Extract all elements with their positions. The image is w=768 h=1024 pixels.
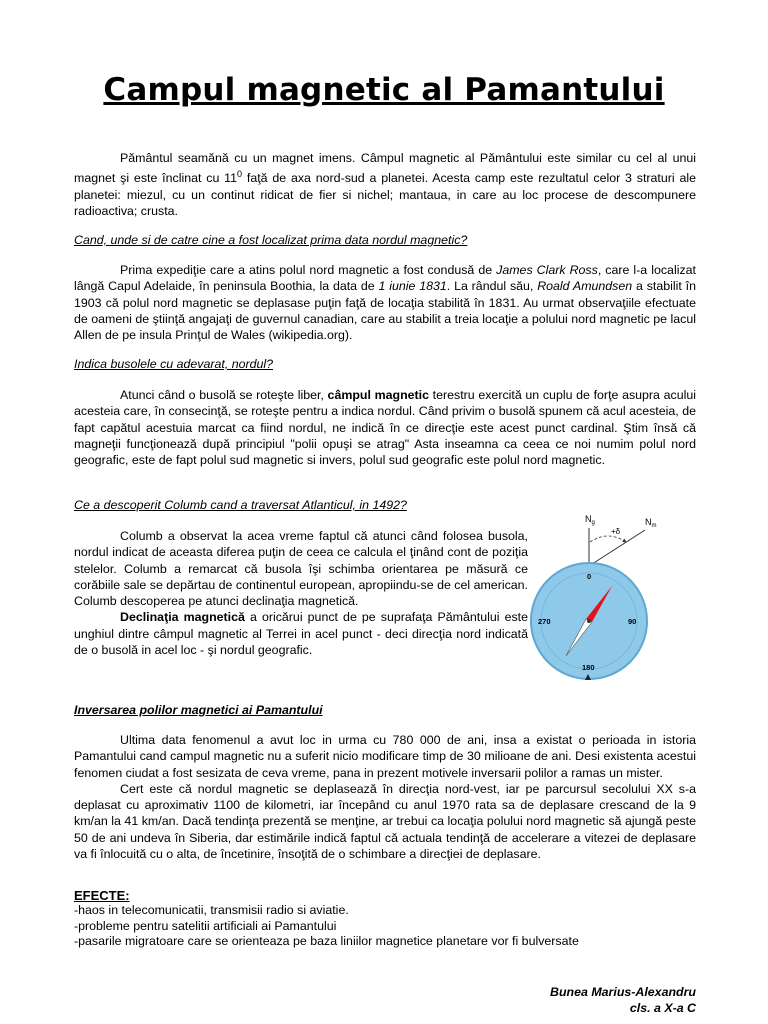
author-class: cls. a X-a C: [629, 1000, 696, 1015]
answer-2-paragraph: [74, 387, 696, 468]
degree-90: 90: [628, 617, 637, 626]
author-block: [550, 985, 696, 1016]
effect-item: -haos in telecomunicatii, transmisii radio si aviatie.: [74, 903, 349, 918]
declination-arc: [590, 536, 626, 542]
answer-4-text-1: Ultima data fenomenul a avut loc in urma cu 780 000 de ani, insa a existat o perioada in istoria Pamantului cand campul magnetic nu a suferit nicio modificare timp de 30 milioane de ani. Desi existenta acestui fenomen ciudat a fost sesizata de ceva vreme, pana in prezent motivele inversarii polilor a ramas un mister.: [74, 733, 696, 780]
question-2: Indica busolele cu adevarat, nordul?: [74, 357, 274, 371]
degree-0: 0: [587, 572, 592, 581]
degree-superscript: 0: [237, 169, 243, 180]
compass-figure: [528, 508, 718, 688]
declinatia-magnetica-bold: Declinaţia magnetică: [120, 610, 245, 625]
answer-2-text-2: terestru exercită un cuplu de forţe asupra acului acesteia care, în consecinţă, se roteşte pentru a indica nordul. Când privim o busolă spunem că acul acesteia, de fapt capătul acestuia marcat ca fiind nordul, ne indică în ce direcţie este acest punct cardinal. Ştim însă că magneţii funcţionează după principiul "polii opuşi se atrag" Asta inseamna ca ceea ce noi numim polul nord geografic, este de fapt polul sud magnetic si invers, polul sud geografic este polul nord magnetic.: [74, 388, 696, 468]
answer-1-paragraph: [74, 262, 696, 343]
intro-paragraph: [74, 150, 696, 219]
intro-text-1: Pământul seamănă cu un magnet imens. Câmpul magnetic al Pământului este similar cu cel al unui magnet şi este înclinat cu 11: [74, 151, 696, 186]
degree-180: 180: [582, 663, 595, 672]
effect-item: -pasarile migratoare care se orienteaza pe baza liniilor magnetice planetare vor fi bulversate: [74, 934, 579, 949]
intro-text-2: faţă de axa nord-sud a planetei. Acesta camp este rezultatul celor 3 straturi ale planetei: miezul, cu un continut ridicat de fier si nichel; mantaua, in care au loc procese de descompunere radioactiva; crusta.: [74, 171, 696, 218]
question-4: Inversarea polilor magnetici ai Pamantului: [74, 703, 323, 717]
author-name: Bunea Marius-Alexandru: [550, 985, 696, 999]
name-james-clark-ross: James Clark Ross: [496, 263, 598, 277]
name-roald-amundsen: Roald Amundsen: [537, 279, 633, 294]
answer-1-text-3: . La rândul său,: [446, 279, 538, 294]
answer-4-paragraph: [74, 732, 696, 862]
answer-3-text-1: Columb a observat la acea vreme faptul că atunci când folosea busola, nordul indicat de aceasta diferea puţin de ceea ce calcula el ţinând cont de poziţia stelelor. Columb a remarcat că busola îşi schimba orientarea pe măsură ce corăbiile sale se depărtau de continentul european, apropiindu-se de cel american. Columb descoperea pe atunci declinaţia magnetică.: [74, 529, 528, 609]
effect-item: -probleme pentru satelitii artificiali ai Pamantului: [74, 918, 337, 933]
answer-2-text-1: Atunci când o busolă se roteşte liber,: [120, 388, 328, 402]
answer-1-text-2: , care l-a localizat lângă Capul Adelaide, în peninsula Boothia, la data de: [74, 263, 696, 294]
campul-magnetic-bold: câmpul magnetic: [327, 388, 429, 402]
answer-4-text-2: Cert este că nordul magnetic se deplasează în direcţia nord-vest, iar pe parcursul secolului XX s-a deplasat cu aproximativ 1100 de kilometri, iar începând cu anul 1970 rata sa de deplasare crescand de la 9 km/an la 41 km/an. Dacă tendinţa prezentă se menţine, ar trebui ca locaţia polului nord magnetic să ajungă peste 50 de ani undeva în Siberia, dar estimările indică faptul că actuala tendinţă de accelerare a vitezei de deplasare va fi înlocuită cu o alta, de încetinire, însoţită de o schimbare a direcţiei de deplasare.: [74, 781, 696, 862]
date-1831: 1 iunie 1831: [378, 279, 447, 294]
label-geographic-north: $N_g$: [585, 514, 595, 526]
needle-pivot: [587, 619, 591, 623]
effects-title: EFECTE:: [74, 888, 130, 903]
page-title: Campul magnetic al Pamantului: [103, 72, 665, 108]
degree-270: 270: [538, 617, 551, 626]
label-magnetic-north: $N_m$: [645, 517, 657, 529]
declination-label: +δ: [611, 527, 621, 536]
answer-1-text-1: Prima expediţie care a atins polul nord magnetic a fost condusă de: [120, 263, 497, 277]
question-1: Cand, unde si de catre cine a fost localizat prima data nordul magnetic?: [74, 233, 468, 247]
effects-section: [74, 888, 579, 950]
answer-3-text-2: a oricărui punct de pe suprafaţa Pământului este unghiul dintre câmpul magnetic al Terrei in acel punct - deci direcţia nord indicată de o busolă in acel loc - şi nordul geografic.: [74, 610, 528, 658]
question-3: Ce a descoperit Columb cand a traversat Atlanticul, in 1492?: [74, 498, 407, 512]
answer-1-text-4: a stabilit în 1903 că polul nord magnetic se deplasase puţin faţă de locaţia stabilită în 1831. Au urmat observaţiile efectuate de oameni de ştiinţă angajaţi de guvernul canadian, care au stabilit a treia locaţie a polului nord magnetic pe lacul Allen de pe insula Prinţul de Wales (wikipedia.org).: [74, 279, 696, 343]
answer-3-paragraph: [74, 528, 528, 658]
